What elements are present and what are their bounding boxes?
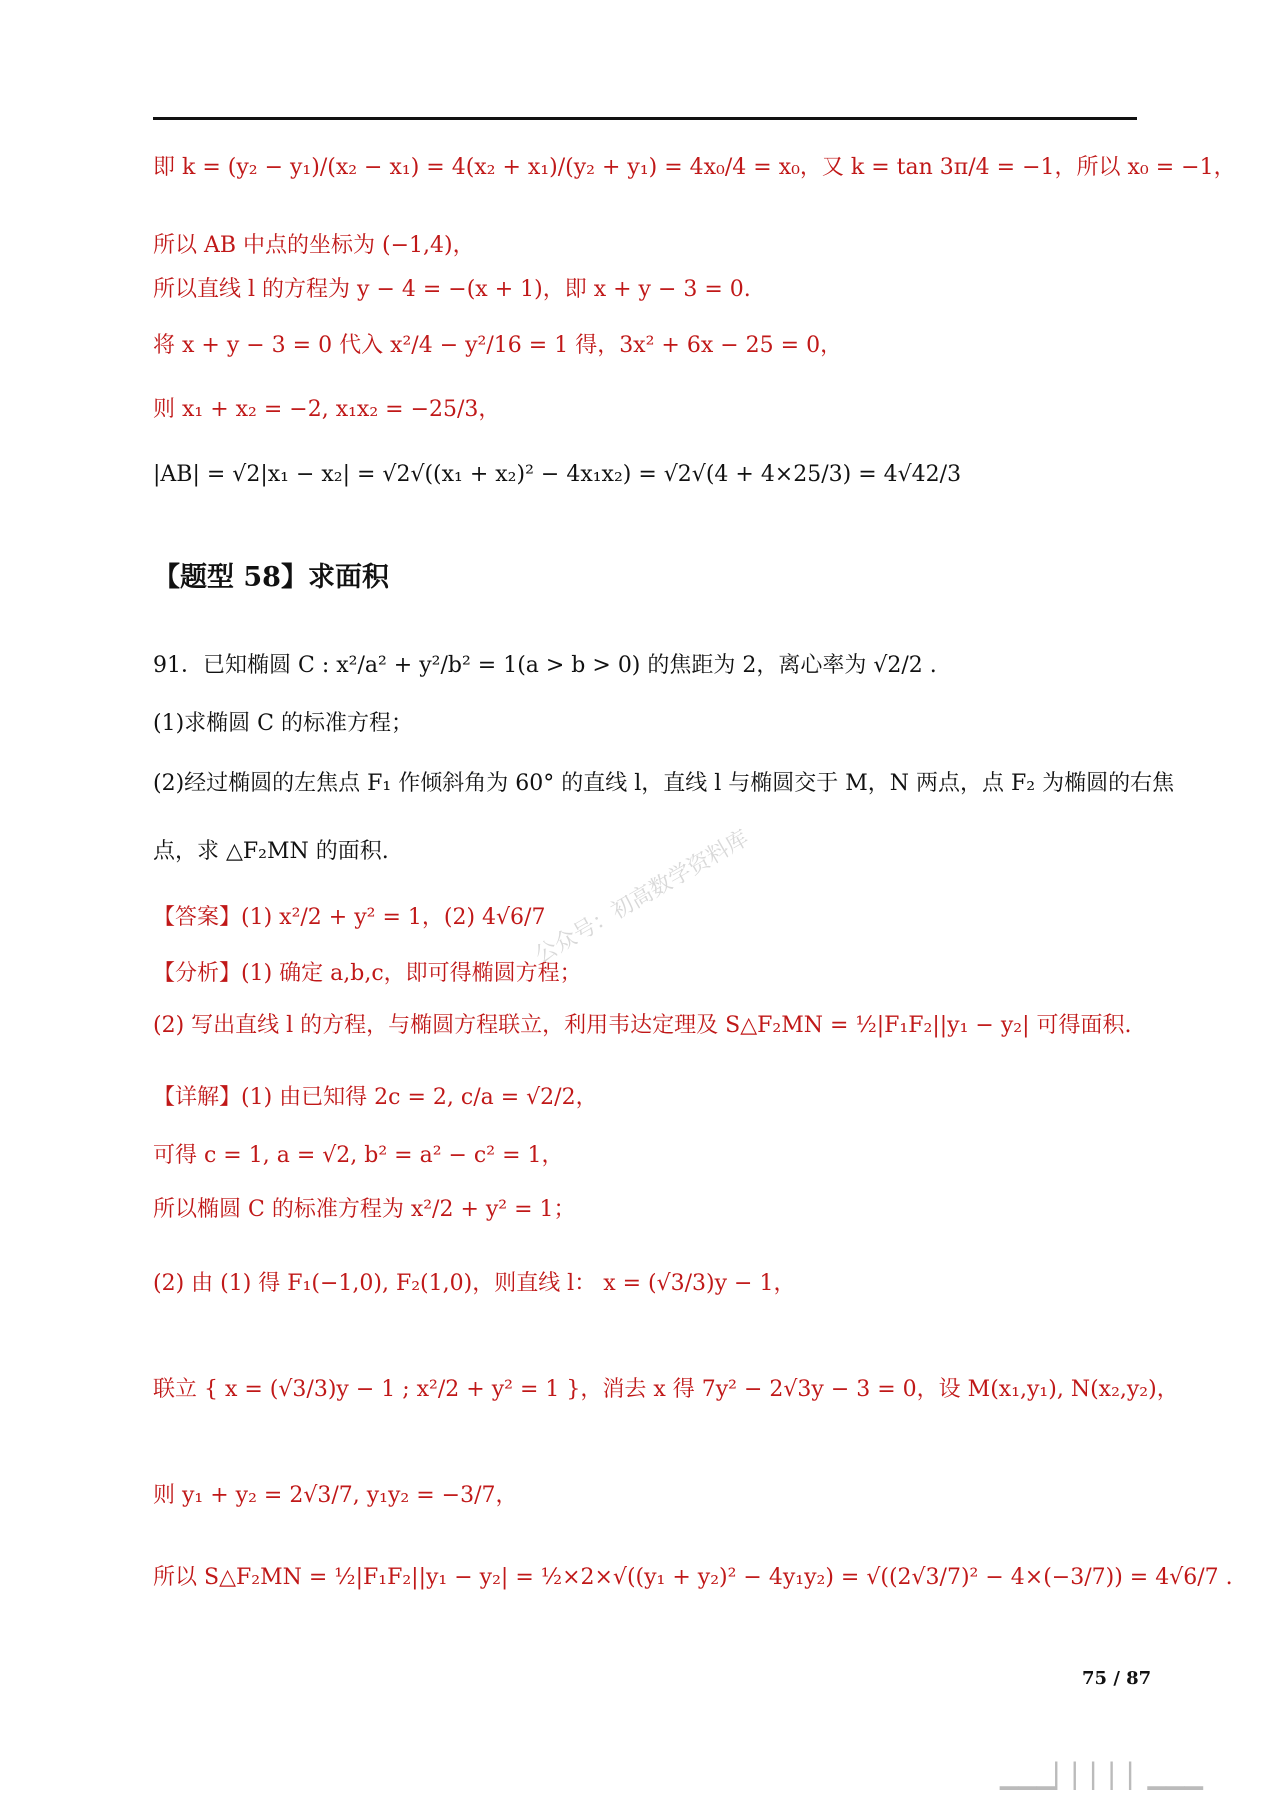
detail-line-4: (2) 由 (1) 得 F₁(−1,0), F₂(1,0)，则直线 l： x = (√3/3)y − 1， <box>153 1271 796 1296</box>
detail-line-5: 联立 { x = (√3/3)y − 1 ; x²/2 + y² = 1 }，消去 x 得 7y² − 2√3y − 3 = 0，设 M(x₁,y₁), N(x₂,y₂)， <box>153 1377 1179 1402</box>
problem-stem: 91．已知椭圆 C : x²/a² + y²/b² = 1(a > b > 0) 的焦距为 2，离心率为 √2/2 . <box>153 653 937 678</box>
analysis-line-1: 【分析】(1) 确定 a,b,c，即可得椭圆方程； <box>153 961 582 986</box>
solution-line-2: 所以 AB 中点的坐标为 (−1,4)， <box>153 233 475 258</box>
solution-line-4: 将 x + y − 3 = 0 代入 x²/4 − y²/16 = 1 得，3x² + 6x − 25 = 0， <box>153 333 843 358</box>
analysis-line-2: (2) 写出直线 l 的方程，与椭圆方程联立，利用韦达定理及 S△F₂MN = ½|F₁F₂||y₁ − y₂| 可得面积. <box>153 1013 1132 1038</box>
watermark: 公众号：初高数学资料库 <box>530 825 754 969</box>
problem-part2-b: 点，求 △F₂MN 的面积. <box>153 839 389 864</box>
detail-line-1: 【详解】(1) 由已知得 2c = 2, c/a = √2/2， <box>153 1085 598 1110</box>
solution-line-5: 则 x₁ + x₂ = −2, x₁x₂ = −25/3， <box>153 397 501 422</box>
header-rule <box>153 117 1137 120</box>
detail-line-6: 则 y₁ + y₂ = 2√3/7, y₁y₂ = −3/7， <box>153 1483 518 1508</box>
problem-part2-a: (2)经过椭圆的左焦点 F₁ 作倾斜角为 60° 的直线 l，直线 l 与椭圆交于 M，N 两点，点 F₂ 为椭圆的右焦 <box>153 771 1175 796</box>
page-number: 75 / 87 <box>1082 1668 1152 1689</box>
bottom-decoration-icon: ▁▁▁▏▏▏▏▏▁▁▁ <box>1000 1762 1204 1790</box>
detail-line-3: 所以椭圆 C 的标准方程为 x²/2 + y² = 1； <box>153 1197 576 1222</box>
solution-line-6: |AB| = √2|x₁ − x₂| = √2√((x₁ + x₂)² − 4x₁x₂) = √2√(4 + 4×25/3) = 4√42/3 <box>153 462 962 487</box>
section-heading: 【题型 58】求面积 <box>153 562 389 593</box>
detail-line-7: 所以 S△F₂MN = ½|F₁F₂||y₁ − y₂| = ½×2×√((y₁ + y₂)² − 4y₁y₂) = √((2√3/7)² − 4×(−3/7)) = 4√6/7 . <box>153 1565 1233 1590</box>
solution-line-3: 所以直线 l 的方程为 y − 4 = −(x + 1)，即 x + y − 3 = 0. <box>153 277 751 302</box>
detail-line-2: 可得 c = 1, a = √2, b² = a² − c² = 1， <box>153 1143 564 1168</box>
problem-part1: (1)求椭圆 C 的标准方程； <box>153 711 413 736</box>
solution-line-1: 即 k = (y₂ − y₁)/(x₂ − x₁) = 4(x₂ + x₁)/(y₂ + y₁) = 4x₀/4 = x₀，又 k = tan 3π/4 = −1，所以 x₀ = −1， <box>153 155 1236 180</box>
answer-line: 【答案】(1) x²/2 + y² = 1，(2) 4√6/7 <box>153 905 546 930</box>
